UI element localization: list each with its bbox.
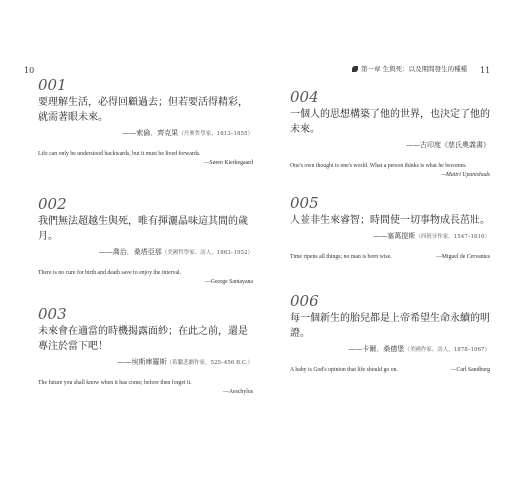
quote-006 <box>290 294 490 375</box>
running-header-text: 第一章 生與死：以及期間發生的種種 <box>361 65 468 73</box>
quote-number: 002 <box>38 195 67 213</box>
quote-number: 004 <box>290 88 319 106</box>
quote-005 <box>290 196 490 262</box>
quote-001 <box>38 78 253 168</box>
quote-english: There is no cure for birth and death save to enjoy the interval. <box>38 270 182 276</box>
quote-chinese: 要理解生活，必得回顧過去；但若要活得精彩，就需著眼未來。 <box>38 97 248 123</box>
quote-english: A baby is God's opinion that life should go on. <box>290 367 398 373</box>
quote-english-attribution: —George Santayana <box>204 279 253 285</box>
quote-attribution <box>290 140 490 152</box>
attribution-name: ——索倫．齊克果 <box>122 129 179 137</box>
quote-002 <box>38 197 253 287</box>
quote-chinese: 未來會在適當的時機揭露面紗；在此之前，還是專注於當下吧！ <box>38 326 248 352</box>
quote-english: Time ripens all things; no man is born wise. <box>290 254 392 260</box>
quote-english: The future you shall know when it has come; before then forget it. <box>38 380 192 386</box>
quote-attribution <box>38 357 253 369</box>
quote-english-row <box>290 366 490 375</box>
quote-english-attribution: —Miguel de Cervantes <box>435 254 490 260</box>
attribution-name: ——古印度《慈氏奧義書》 <box>406 141 490 149</box>
quote-004 <box>290 90 490 180</box>
quote-number: 001 <box>38 76 67 94</box>
attribution-name: ——埃斯庫羅斯 <box>117 358 167 366</box>
quote-attribution <box>290 344 490 356</box>
attribution-name: ——卡爾．桑德堡 <box>348 345 405 353</box>
quote-english: One's own thought is one's world. What a person thinks is what he becomes. <box>290 163 467 169</box>
quote-english-attribution: —Aeschylus <box>223 389 253 395</box>
quote-number: 006 <box>290 292 319 310</box>
quote-attribution <box>290 231 490 243</box>
attribution-note: （美國作家、詩人，1878–1967） <box>404 347 490 353</box>
quote-number: 003 <box>38 305 67 323</box>
chapter-mark-icon <box>352 66 358 72</box>
quote-attribution <box>38 247 253 259</box>
attribution-note: （丹麥哲學家，1813–1855） <box>178 131 253 137</box>
quote-chinese: 每一個新生的胎兒都是上帝希望生命永續的明證。 <box>290 313 490 339</box>
quote-english-row <box>290 253 490 262</box>
quote-chinese: 我們無法超越生與死，唯有揮灑晶味這其間的歲月。 <box>38 216 248 242</box>
attribution-name: ——喬治．桑塔亞那 <box>98 248 162 256</box>
attribution-note: （希臘悲劇作家，525–456 B.C.） <box>166 360 253 366</box>
attribution-note: （美國哲學家、詩人，1863–1952） <box>161 250 253 256</box>
quote-english-attribution: —Carl Sandburg <box>450 367 490 373</box>
attribution-note: （西班牙作家，1547–1616） <box>415 234 490 240</box>
quote-003 <box>38 307 253 397</box>
left-page-number: 10 <box>24 66 35 75</box>
attribution-name: ——塞萬提斯 <box>373 232 416 240</box>
quote-attribution <box>38 128 253 140</box>
quote-chinese: 一個人的思想構築了他的世界，也決定了他的未來。 <box>290 109 490 135</box>
quote-chinese: 人並非生來睿智；時間使一切事物成長茁壯。 <box>290 215 490 226</box>
quote-english-attribution: —Maitri Upanishads <box>440 172 490 178</box>
quote-english: Life can only be understood backwards, but it must be lived forwards. <box>38 151 201 157</box>
running-header <box>352 64 467 73</box>
right-page-number: 11 <box>480 66 491 75</box>
quote-english-attribution: —Søren Kierkegaard <box>203 160 253 166</box>
quote-number: 005 <box>290 194 319 212</box>
